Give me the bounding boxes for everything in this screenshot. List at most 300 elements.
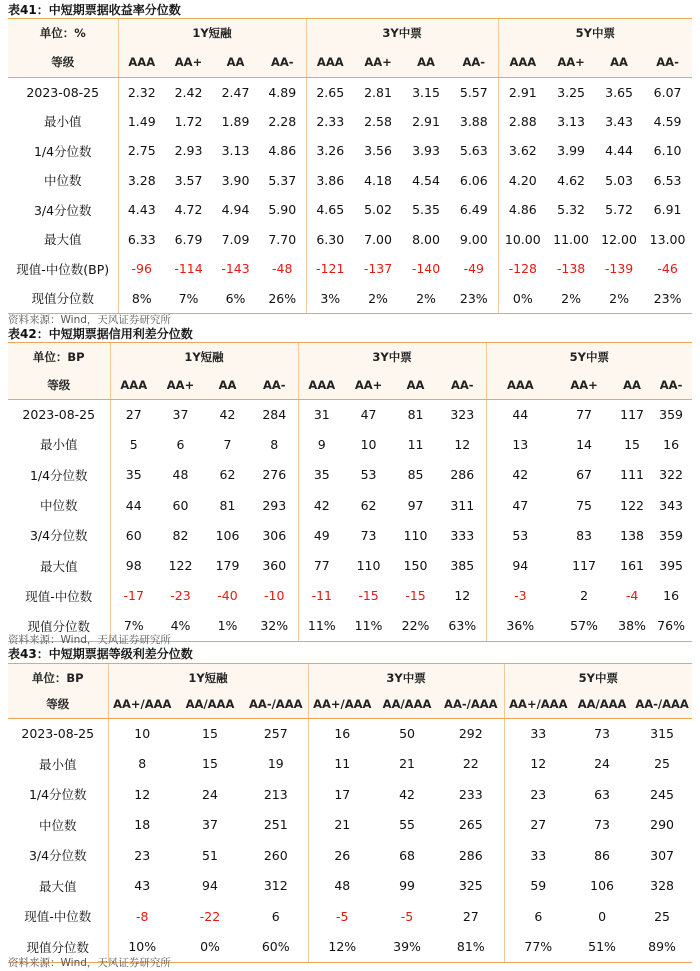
table-cell: 328 [650,878,674,894]
table-cell: 2.93 [174,143,203,159]
table-cell: 21 [334,817,351,833]
grade-header: AA+ [554,371,614,399]
table-cell: 111 [620,467,644,483]
row-label: 现值-中位数 [8,581,110,611]
table-cell: 245 [650,786,674,802]
table-cell: 4.65 [316,202,345,218]
table-cell: 6.33 [127,231,156,247]
grade-header: AA+/AAA [308,691,376,718]
table-cell: 10 [360,436,377,452]
grade-label: 等级 [8,691,108,718]
table-row [8,550,692,580]
table-cell: -46 [657,261,678,277]
table-cell: 47 [512,497,529,513]
table-cell: 8 [251,429,298,459]
table-cell: 3.65 [605,84,633,100]
table-cell: 82 [172,527,189,543]
table-cell: 343 [659,497,683,513]
table-cell: 39% [376,932,438,963]
table-cell: 7.70 [259,225,306,255]
table-cell: -138 [556,261,586,277]
table-cell: 333 [439,520,486,550]
table-cell: 16 [334,726,351,741]
table-cell: 284 [251,399,298,429]
table-row [8,136,692,166]
row-label: 1/4分位数 [8,460,110,490]
table-cell: 16 [663,436,680,452]
table-row [8,810,692,841]
table-row [8,749,692,780]
table-row [8,429,692,459]
table-cell: 67 [576,467,593,483]
table-cell: 2% [354,284,402,314]
table-cell: 33 [530,726,547,741]
table-cell: 6% [212,284,259,314]
table-cell: -139 [604,261,634,277]
table-cell: 3.93 [412,143,440,159]
row-label: 最小值 [8,107,118,137]
table-cell: 23% [450,284,498,314]
grade-header: AAA [486,371,554,399]
table-cell: 150 [403,558,428,574]
table-row [8,901,692,932]
table-cell: 290 [650,817,674,833]
table-cell: 12% [308,932,376,963]
row-label: 最大值 [8,225,118,255]
table-cell: 0 [598,908,607,924]
grade-header: AA-/AAA [438,691,504,718]
row-label: 最大值 [8,550,110,580]
grade-header: AA- [439,371,486,399]
table-cell: 6 [244,901,308,932]
row-label: 最小值 [8,429,110,459]
grade-header: AAA [306,47,354,77]
table-cell: 4.89 [259,77,306,107]
table-cell: 7% [165,284,212,314]
table-cell: 257 [244,718,308,749]
table-cell: 10 [134,726,151,741]
table42-source: 资料来源：Wind，天风证券研究所 [8,634,171,646]
table-cell: -4 [625,588,639,604]
table-cell: 38% [614,611,650,641]
table-cell: 260 [244,840,308,871]
table-cell: 2% [547,284,595,314]
row-label: 3/4分位数 [8,520,110,550]
table-cell: 5.35 [412,202,440,218]
table-cell: 3.15 [412,84,440,100]
table-cell: 7.00 [364,231,392,247]
table-cell: 47 [360,406,377,422]
row-label: 中位数 [8,166,118,196]
grade-header: AA [614,371,650,399]
table-cell: 4.54 [412,172,440,188]
table-cell: 12 [134,786,151,802]
row-label: 现值分位数 [8,611,110,641]
grade-header: AA [392,371,439,399]
table-cell: 85 [407,467,424,483]
row-label: 最小值 [8,749,108,780]
table-cell: 12 [439,581,486,611]
table-cell: 24 [594,756,611,772]
table42-group-header [8,343,692,371]
table-cell: 2.75 [127,143,156,159]
table-cell: 3.62 [508,143,537,159]
table-cell: 110 [356,558,381,574]
table-cell: 57% [554,611,614,641]
table-cell: 68 [399,847,415,863]
table-cell: 6 [534,908,543,924]
table-cell: 27 [125,406,142,422]
table-cell: 12 [439,429,486,459]
table-cell: 3.28 [127,172,156,188]
table-cell: -137 [363,261,393,277]
table-cell: 122 [168,558,193,574]
table-cell: 12.00 [601,231,637,247]
table-cell: 3.99 [557,143,585,159]
table-cell: 4.20 [508,172,537,188]
table-cell: 1.49 [127,113,156,129]
table-cell: 307 [650,847,674,863]
table-cell: 89% [632,932,692,963]
table-cell: 0% [498,284,547,314]
table-cell: 81% [438,932,504,963]
table-cell: 75 [576,497,593,513]
grade-header: AA+/AAA [504,691,572,718]
table-cell: 6.10 [653,143,682,159]
grade-header: AA- [251,371,298,399]
table-cell: 161 [620,558,644,574]
table-cell: 25 [654,756,671,772]
table-cell: 22 [438,749,504,780]
table-cell: 42 [313,497,330,513]
table-cell: 5.02 [364,202,392,218]
table-cell: -22 [199,908,221,924]
table-cell: 213 [244,779,308,810]
grade-header: AA- [450,47,498,77]
grade-header: AA [212,47,259,77]
table-cell: -15 [405,588,426,604]
group-header-3y: 3Y中票 [306,19,498,47]
table-cell: 2.88 [508,113,537,129]
table-cell: -48 [259,254,306,284]
table-cell: 6.49 [450,195,498,225]
table-cell: 385 [439,550,486,580]
table-cell: 5.32 [557,202,585,218]
table-cell: 81 [219,497,236,513]
table-cell: 36% [486,611,554,641]
table-cell: 2.91 [412,113,440,129]
table-cell: -143 [221,261,250,277]
table-cell: 44 [512,406,529,422]
grade-header: AA-/AAA [244,691,308,718]
table-cell: 359 [659,406,683,422]
row-label: 1/4分位数 [8,136,118,166]
table-cell: 6.53 [653,172,682,188]
table-cell: 4.18 [364,172,392,188]
table-cell: 6.91 [653,202,682,218]
table-cell: 26% [259,284,306,314]
table-cell: 23 [530,786,547,802]
row-label: 最大值 [8,871,108,902]
table-cell: 3.90 [221,172,250,188]
table-cell: 49 [313,527,330,543]
table-cell: 8% [118,284,165,314]
table-cell: 13 [512,436,529,452]
table-cell: 117 [572,558,596,574]
grade-header: AA+/AAA [108,691,176,718]
row-label: 中位数 [8,810,108,841]
table-cell: 2.28 [259,107,306,137]
table-cell: 77% [504,932,572,963]
table-cell: 179 [215,558,240,574]
table-cell: 2.58 [364,113,392,129]
table-cell: 48 [172,467,189,483]
table-cell: 42 [399,786,415,802]
table-cell: 62 [219,467,236,483]
table-cell: 2.42 [174,84,203,100]
table-cell: 73 [360,527,377,543]
table-cell: -121 [316,261,345,277]
table-cell: 315 [650,726,674,741]
table-cell: 11 [334,756,351,772]
grade-header: AA- [650,371,692,399]
group-header-3y: 3Y中票 [298,343,486,371]
table-cell: 5.37 [259,166,306,196]
table-cell: 7% [110,611,157,641]
row-label: 3/4分位数 [8,840,108,871]
row-label: 3/4分位数 [8,195,118,225]
table-cell: 233 [438,779,504,810]
grade-header: AAA [298,371,345,399]
table-cell: 2.91 [508,84,537,100]
table-cell: 3.25 [557,84,585,100]
table-cell: 50 [399,726,415,741]
table-cell: 23 [134,847,151,863]
table-cell: 312 [244,871,308,902]
table-row [8,871,692,902]
grade-header: AA+ [354,47,402,77]
table-cell: 1.89 [221,113,250,129]
table-cell: -11 [311,588,332,604]
table-cell: 53 [512,527,529,543]
table-cell: 83 [576,527,593,543]
table41-group-header [8,19,692,47]
table-cell: 6 [176,436,185,452]
table-cell: -10 [251,581,298,611]
table-cell: 12 [530,756,547,772]
table-cell: 63% [439,611,486,641]
table-cell: 7 [223,436,232,452]
row-label: 现值-中位数(BP) [8,254,118,284]
table41-grade-header [8,47,692,77]
table43-grade-header [8,691,692,718]
table-row [8,840,692,871]
table-cell: 323 [439,399,486,429]
table-cell: 24 [202,786,218,802]
table-cell: 4% [157,611,204,641]
unit-label: 单位：BP [8,343,110,371]
group-header-5y: 5Y中票 [504,664,692,691]
table-cell: 311 [439,490,486,520]
table-cell: 15 [624,436,641,452]
table-cell: 77 [576,406,593,422]
table-row [8,254,692,284]
table-cell: 117 [620,406,644,422]
table-cell: 10.00 [504,231,541,247]
table-row [8,166,692,196]
table-cell: 97 [407,497,424,513]
grade-header: AA [204,371,251,399]
table-cell: 106 [590,878,614,894]
table-cell: -96 [131,261,152,277]
grade-header: AA+ [345,371,392,399]
grade-header: AA+ [157,371,204,399]
group-header-1y: 1Y短融 [110,343,298,371]
table-cell: 10% [108,932,176,963]
table-cell: -49 [450,254,498,284]
table-cell: 11 [407,436,424,452]
table-row [8,581,692,611]
table-cell: 77 [313,558,330,574]
table-cell: 2.33 [316,113,345,129]
row-label: 1/4分位数 [8,779,108,810]
table-cell: 6.30 [316,231,345,247]
table-cell: 98 [125,558,142,574]
table-cell: 27 [438,901,504,932]
grade-header: AA-/AAA [632,691,692,718]
table-cell: 325 [438,871,504,902]
table-row [8,460,692,490]
group-header-5y: 5Y中票 [486,343,692,371]
table-cell: 2.81 [364,84,392,100]
table-cell: 9 [317,436,326,452]
table-row [8,718,692,749]
grade-header: AA- [643,47,692,77]
table-cell: 73 [594,726,611,741]
grade-header: AAA [118,47,165,77]
table-cell: 94 [202,878,218,894]
table-cell: 37 [202,817,218,833]
table-cell: 110 [403,527,428,543]
table43-group-header [8,664,692,691]
table-cell: 6.07 [653,84,682,100]
grade-header: AA+ [547,47,595,77]
table-cell: 27 [530,817,547,833]
table-cell: 51% [572,932,632,963]
table-row [8,195,692,225]
table-cell: 4.62 [557,172,585,188]
table-cell: 17 [334,786,351,802]
table-row [8,399,692,429]
table-cell: 59 [530,878,547,894]
row-label: 现值-中位数 [8,901,108,932]
table-row [8,520,692,550]
table-cell: 8.00 [412,231,440,247]
table-cell: -128 [508,261,537,277]
table-cell: 286 [438,840,504,871]
table-cell: 3.86 [316,172,345,188]
row-label: 中位数 [8,490,110,520]
table-cell: 6.79 [174,231,203,247]
table-cell: 26 [334,847,351,863]
table-cell: 4.72 [174,202,203,218]
table-cell: 4.44 [605,143,633,159]
table-cell: 94 [512,558,529,574]
table-cell: 16 [663,588,680,604]
table-cell: 4.59 [653,113,682,129]
table-cell: 44 [125,497,142,513]
table-cell: 21 [399,756,415,772]
row-label: 2023-08-25 [8,399,110,429]
unit-label: 单位：BP [8,664,108,691]
table43-caption: 表43：中短期票据等级利差分位数 [8,647,193,661]
table-row [8,779,692,810]
table-cell: 138 [620,527,644,543]
table-cell: 7.09 [221,231,250,247]
table-cell: -15 [358,588,379,604]
table-cell: -17 [123,588,144,604]
table-cell: 122 [620,497,644,513]
table-cell: 4.86 [259,136,306,166]
table-cell: -23 [170,588,191,604]
table-cell: 3.13 [557,113,585,129]
table-cell: 48 [334,878,351,894]
table-cell: 5.72 [605,202,633,218]
table-cell: -5 [336,908,349,924]
table-cell: 293 [251,490,298,520]
table-cell: 11% [345,611,392,641]
grade-header: AA [402,47,450,77]
table-row [8,107,692,137]
table-cell: -5 [400,908,414,924]
table-cell: -3 [514,588,527,604]
table43 [8,664,692,963]
grade-header: AA- [259,47,306,77]
table-cell: 35 [125,467,142,483]
row-label: 现值分位数 [8,284,118,314]
table-cell: 14 [576,436,593,452]
table-cell: 265 [438,810,504,841]
row-label: 2023-08-25 [8,718,108,749]
table-cell: 3.13 [221,143,250,159]
table-cell: 11.00 [553,231,589,247]
table-cell: 5.57 [450,77,498,107]
table-cell: 322 [659,467,683,483]
table-cell: 5 [129,436,138,452]
table-cell: 2.65 [316,84,345,100]
grade-header: AAA [498,47,547,77]
grade-header: AA+ [165,47,212,77]
table-cell: 6.06 [450,166,498,196]
table-cell: 292 [438,718,504,749]
group-header-1y: 1Y短融 [118,19,306,47]
table-cell: 2 [580,588,589,604]
table-cell: 251 [244,810,308,841]
table-cell: 60 [172,497,189,513]
table-cell: 55 [399,817,415,833]
grade-label: 等级 [8,371,110,399]
table-cell: 19 [244,749,308,780]
row-label: 现值分位数 [8,932,108,963]
table-cell: 3.56 [364,143,392,159]
table-cell: 4.43 [127,202,156,218]
unit-label: 单位：% [8,19,118,47]
grade-header: AA/AAA [176,691,244,718]
table42 [8,343,692,642]
table-cell: 5.90 [259,195,306,225]
table-row [8,77,692,107]
table-cell: 3.26 [316,143,345,159]
